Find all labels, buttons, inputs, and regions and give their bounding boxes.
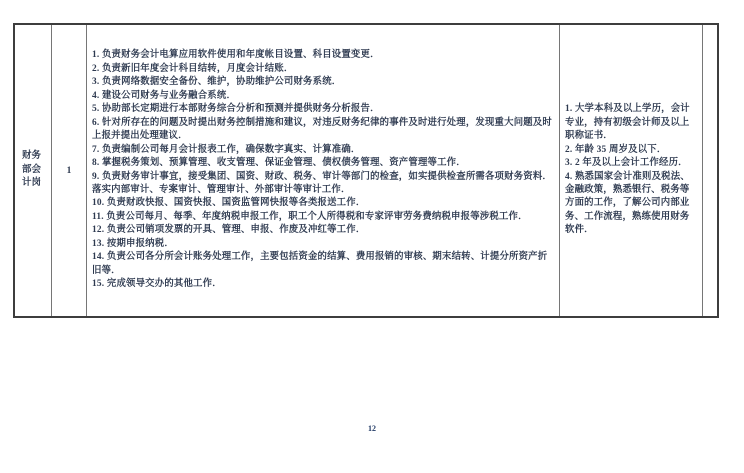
duty-item: 1. 负责财务会计电算应用软件使用和年度帐目设置、科目设置变更． [92, 50, 380, 61]
empty-cell [703, 25, 717, 316]
duty-item: 9. 负责财务审计事宜，接受集团、国资、财政、税务、审计等部门的检查，如实提供检查所需各项财务资料．落实内部审计、专案审计、管理审计、外部审计等审计工作． [92, 171, 553, 195]
duty-item: 14. 负责公司各分所会计账务处理工作，主要包括资金的结算、费用报销的审核、期末结转、计提分所资产折旧等． [92, 252, 548, 276]
duty-item: 4. 建设公司财务与业务融合系统． [92, 90, 237, 101]
duty-item: 12. 负责公司销项发票的开具、管理、申报、作废及冲红等工作． [92, 225, 366, 236]
position-label: 财务部会计岗 [22, 151, 42, 189]
duty-item: 13. 按期申报纳税． [92, 238, 174, 249]
duty-item: 10. 负责财政快报、国资快报、国资监管网快报等各类报送工作． [92, 198, 366, 209]
duty-item: 7. 负责编制公司每月会计报表工作，确保数字真实、计算准确． [92, 144, 361, 155]
duties-list [87, 49, 559, 291]
duty-item: 15. 完成领导交办的其他工作． [92, 279, 222, 290]
headcount-value: 1 [66, 165, 72, 176]
page-number: 12 [368, 424, 376, 433]
duty-item: 5. 协助部长定期进行本部财务综合分析和预测并提供财务分析报告． [92, 104, 380, 115]
duty-item: 6. 针对所存在的问题及时提出财务控制措施和建议，对违反财务纪律的事件及时进行处理，发现重大问题及时上报并提出处理建议． [92, 117, 553, 142]
requirements-list [560, 103, 702, 238]
job-table [13, 23, 719, 318]
duty-item: 8. 掌握税务策划、预算管理、收支管理、保证金管理、债权债务管理、资产管理等工作． [92, 158, 466, 169]
headcount-cell [52, 25, 87, 316]
requirement-item: 2. 年龄 35 周岁及以下． [565, 144, 667, 155]
requirement-item: 3. 2 年及以上会计工作经历． [565, 158, 688, 169]
duty-item: 11. 负责公司每月、每季、年度纳税申报工作，职工个人所得税和专家评审劳务费纳税申报等涉税工作． [92, 211, 528, 222]
position-cell [15, 25, 52, 316]
duty-item: 3. 负责网络数据安全备份、维护，协助维护公司财务系统． [92, 77, 342, 88]
duty-item: 2. 负责新旧年度会计科目结转，月度会计结账． [92, 63, 294, 74]
requirement-item: 1. 大学本科及以上学历，会计专业，持有初级会计师及以上职称证书． [565, 104, 690, 142]
duties-cell [87, 25, 560, 316]
requirements-cell [560, 25, 703, 316]
requirement-item: 4. 熟悉国家会计准则及税法、金融政策，熟悉银行、税务等方面的工作，了解公司内部业务、工作流程，熟练使用财务软件． [565, 171, 690, 236]
